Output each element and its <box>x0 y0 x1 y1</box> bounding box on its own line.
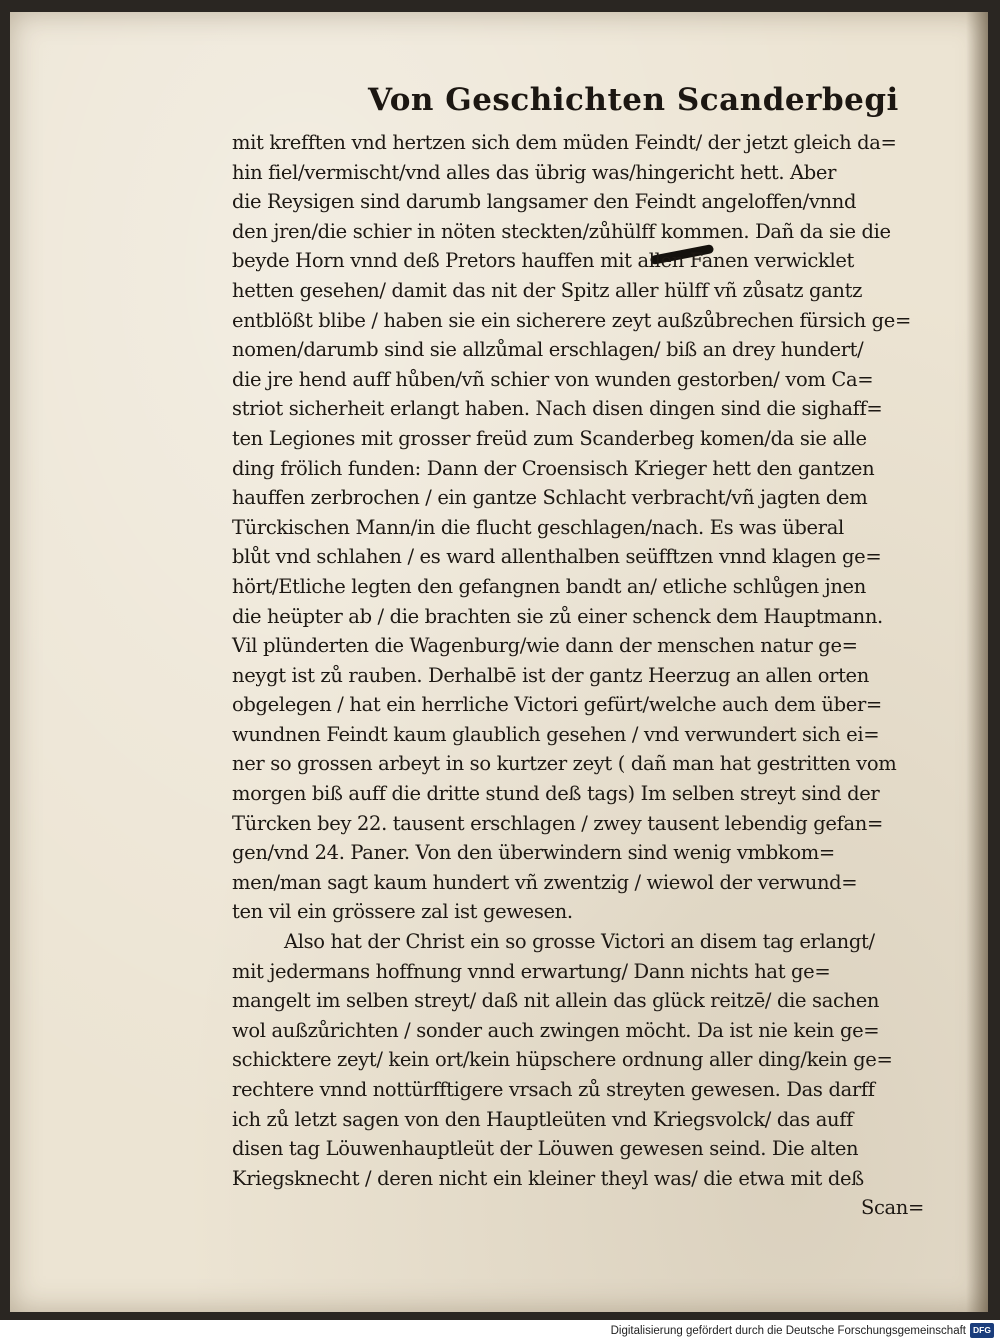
text-line: die heüpter ab / die brachten sie zů einer schenck dem Hauptmann. <box>232 604 883 628</box>
text-line: morgen biß auff die dritte stund deß tags) Im selben streyt sind der <box>232 782 880 806</box>
text-line: Kriegsknecht / deren nicht ein kleiner theyl was/ die etwa mit deß <box>232 1166 864 1190</box>
text-line: ding frölich funden: Dann der Croensisch Krieger hett den gantzen <box>232 456 875 480</box>
dfg-logo-icon: DFG <box>970 1323 994 1338</box>
text-line: beyde Horn vnnd deß Pretors hauffen mit allen Fanen verwicklet <box>232 249 855 273</box>
body-text <box>232 128 932 1223</box>
paragraph-start-line: Also hat der Christ ein so grosse Victori an disem tag erlangt/ <box>284 930 875 954</box>
text-line: obgelegen / hat ein herrliche Victori gefürt/welche auch dem über= <box>232 693 882 717</box>
running-head: Von Geschichten Scanderbegi <box>368 82 899 118</box>
text-line: hin fiel/vermischt/vnd alles das übrig was/hingericht hett. Aber <box>232 160 837 184</box>
text-line: entblößt blibe / haben sie ein sicherere zeyt außzůbrechen fürsich ge= <box>232 308 911 332</box>
text-line: hört/Etliche legten den gefangnen bandt an/ etliche schlůgen jnen <box>232 574 866 598</box>
text-line: Vil plünderten die Wagenburg/wie dann der menschen natur ge= <box>232 634 858 658</box>
text-line: mit krefften vnd hertzen sich dem müden Feindt/ der jetzt gleich da= <box>232 131 897 154</box>
text-line: wundnen Feindt kaum glaublich gesehen / vnd verwundert sich ei= <box>232 722 880 746</box>
text-line: men/man sagt kaum hundert vñ zwentzig / wiewol der verwund= <box>232 870 858 894</box>
text-line: ten vil ein grössere zal ist gewesen. <box>232 900 573 924</box>
text-line: striot sicherheit erlangt haben. Nach disen dingen sind die sighaff= <box>232 397 883 421</box>
text-line: nomen/darumb sind sie allzůmal erschlagen/ biß an drey hundert/ <box>232 338 864 362</box>
text-line: den jren/die schier in nöten steckten/zůhülff kommen. Dañ da sie die <box>232 219 891 243</box>
binding-gutter <box>966 12 988 1312</box>
text-line: Türckischen Mann/in die flucht geschlagen/nach. Es was überal <box>232 515 844 539</box>
text-line: Türcken bey 22. tausent erschlagen / zwey tausent lebendig gefan= <box>232 811 883 835</box>
text-line: die Reysigen sind darumb langsamer den Feindt angeloffen/vnnd <box>232 190 857 214</box>
text-line: neygt ist zů rauben. Derhalbē ist der gantz Heerzug an allen orten <box>232 663 869 687</box>
text-line: ner so grossen arbeyt in so kurtzer zeyt ( dañ man hat gestritten vom <box>232 752 897 776</box>
text-line: ich zů letzt sagen von den Hauptleüten vnd Kriegsvolck/ das auff <box>232 1107 853 1131</box>
text-line: wol außzůrichten / sonder auch zwingen möcht. Da ist nie kein ge= <box>232 1018 880 1042</box>
text-line: mangelt im selben streyt/ daß nit allein das glück reitzē/ die sachen <box>232 989 880 1013</box>
text-line: blůt vnd schlahen / es ward allenthalben seüfftzen vnnd klagen ge= <box>232 545 882 569</box>
text-line: die jre hend auff hůben/vñ schier von wunden gestorben/ vom Ca= <box>232 367 874 391</box>
text-line: disen tag Löuwenhauptleüt der Löuwen gewesen seind. Die alten <box>232 1137 859 1161</box>
text-line: mit jedermans hoffnung vnnd erwartung/ Dann nichts hat ge= <box>232 959 831 983</box>
text-line: ten Legiones mit grosser freüd zum Scanderbeg komen/da sie alle <box>232 426 867 450</box>
text-line: hetten gesehen/ damit das nit der Spitz aller hülff vñ zůsatz gantz <box>232 278 863 302</box>
catchword: Scan= <box>860 1196 924 1220</box>
text-line: rechtere vnnd nottürfftigere vrsach zů streyten gewesen. Das darff <box>232 1078 875 1101</box>
text-line: schicktere zeyt/ kein ort/kein hüpschere ordnung aller ding/kein ge= <box>232 1048 893 1072</box>
text-line: gen/vnd 24. Paner. Von den überwindern sind wenig vmbkom= <box>232 841 835 865</box>
text-line: hauffen zerbrochen / ein gantze Schlacht verbracht/vñ jagten dem <box>232 486 868 510</box>
funding-credit: Digitalisierung gefördert durch die Deutsche Forschungsgemeinschaft <box>610 1325 966 1337</box>
